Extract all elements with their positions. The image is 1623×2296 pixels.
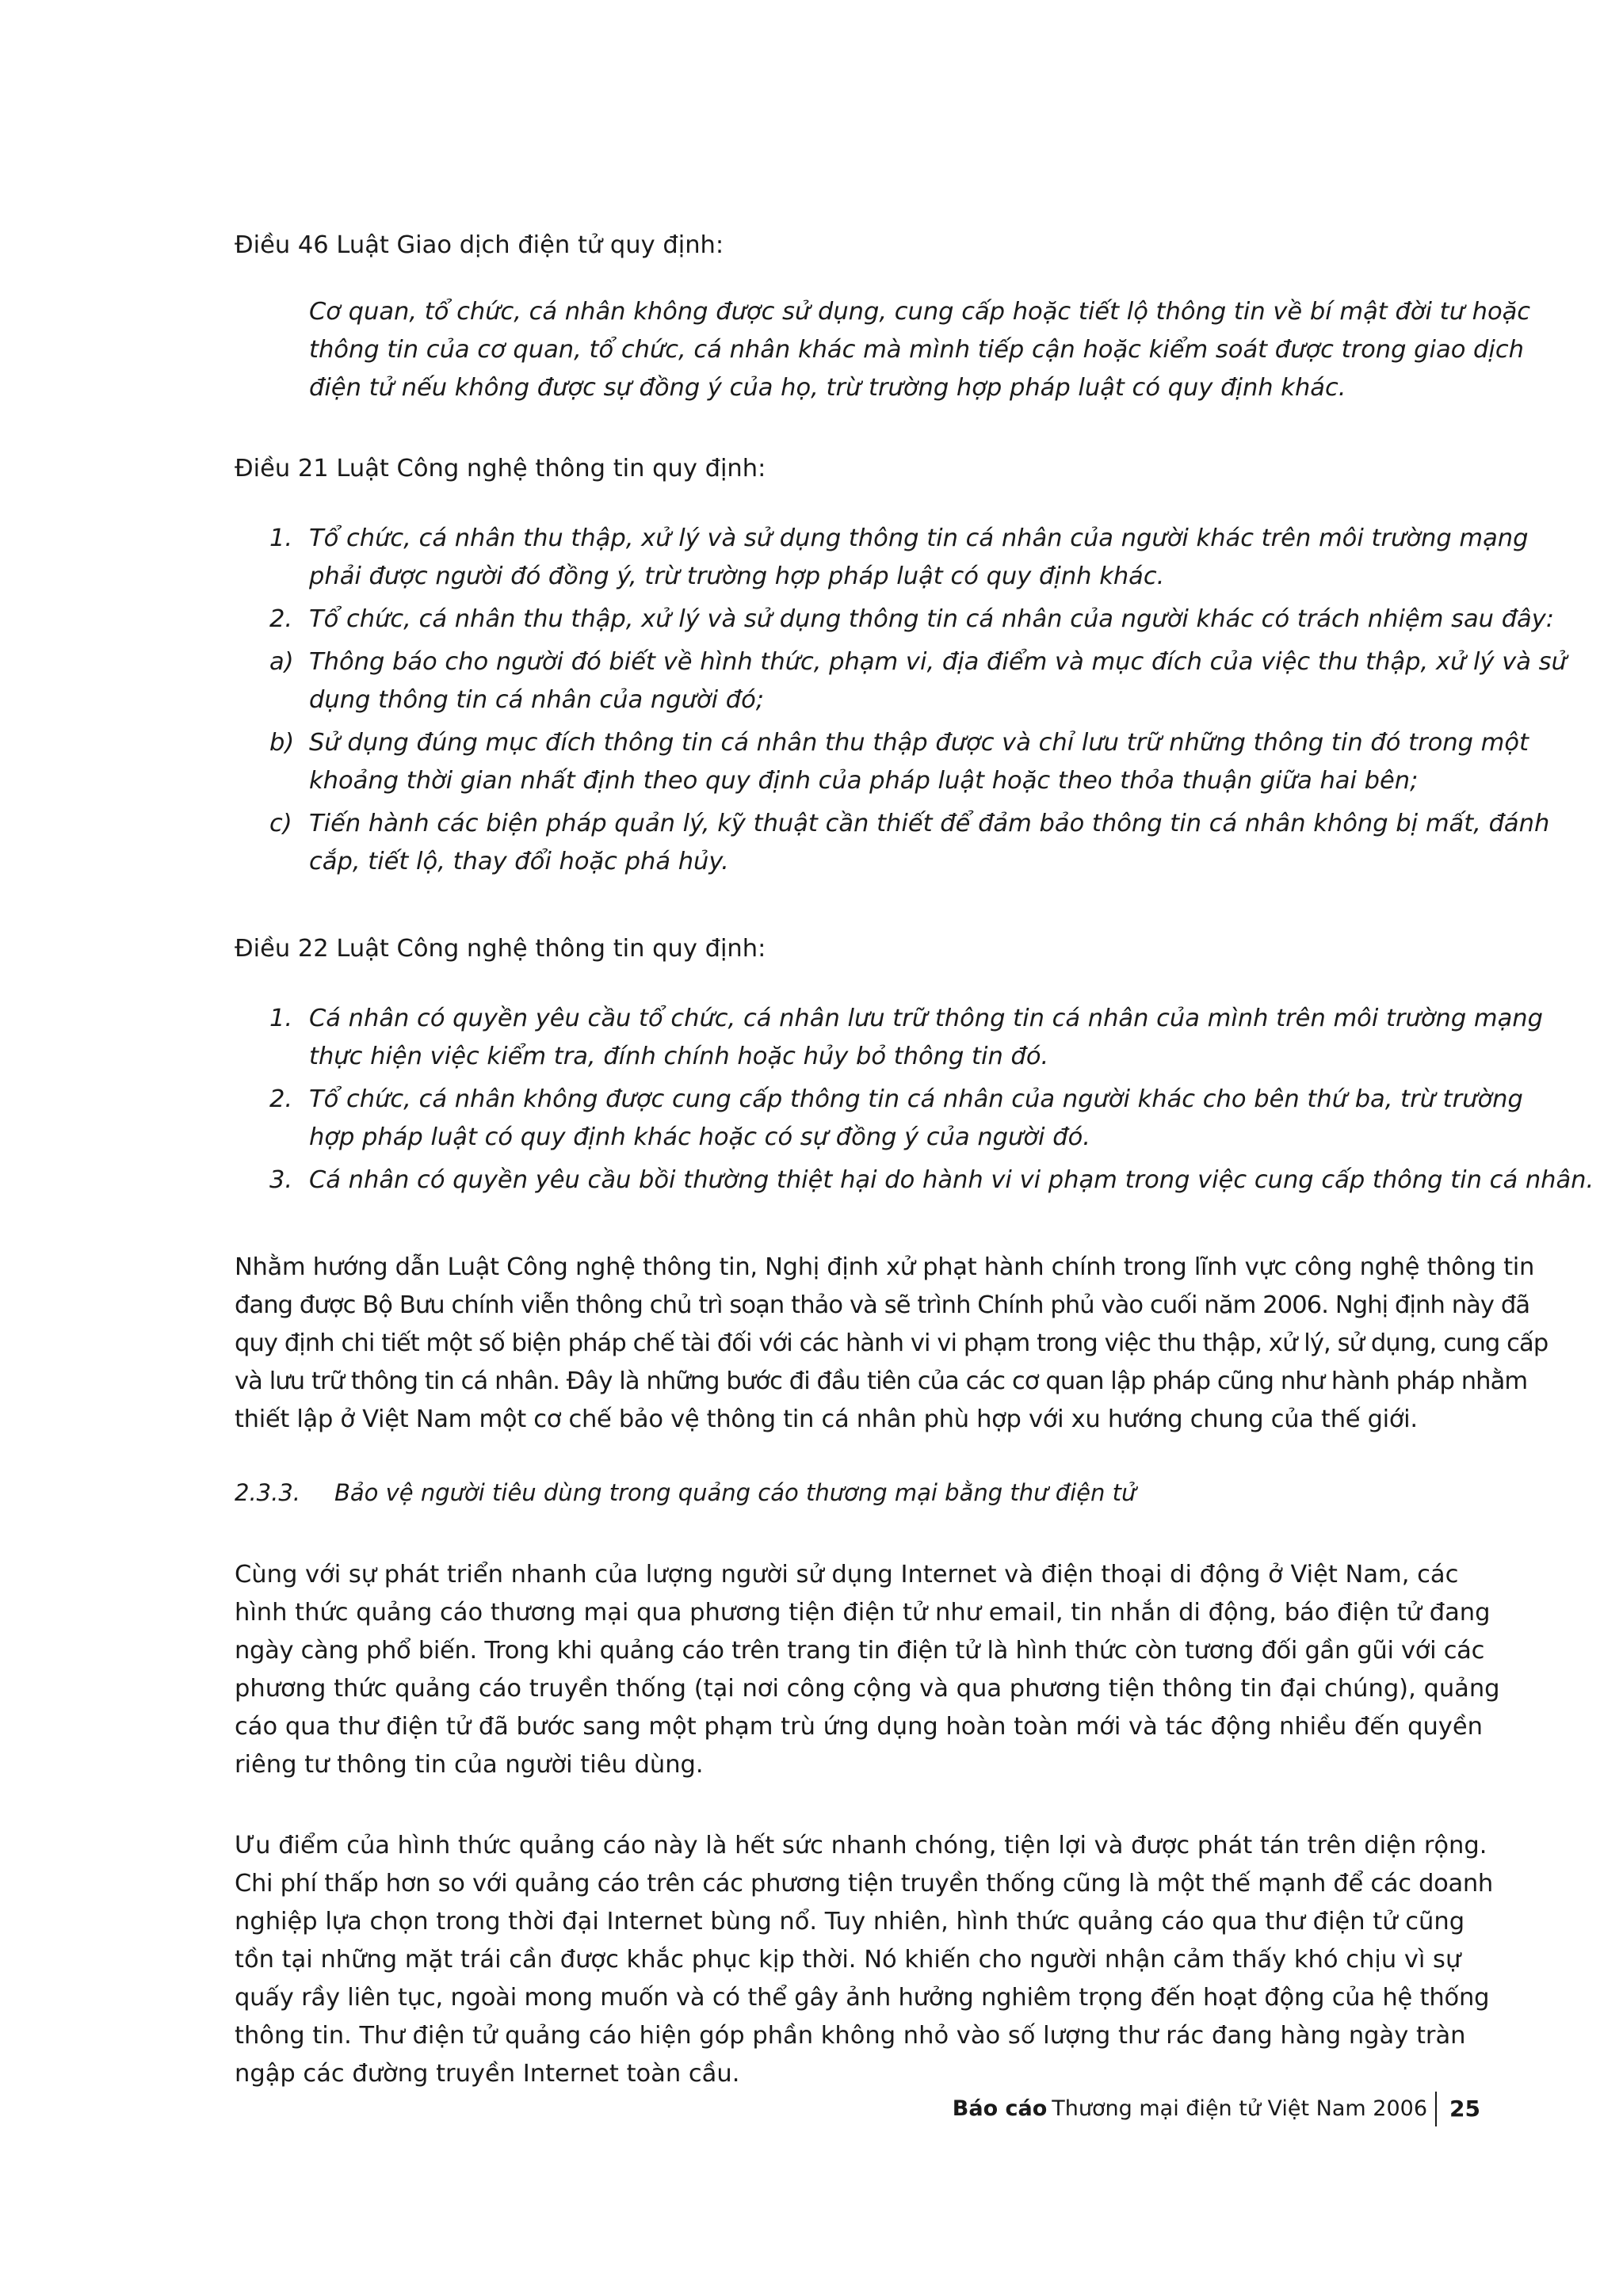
item-line: dụng thông tin cá nhân của người đó; [309, 686, 765, 714]
article-21-title: Điều 21 Luật Công nghệ thông tin quy định: [235, 455, 766, 482]
item-line: phải được người đó đồng ý, trừ trường hợp pháp luật có quy định khác. [309, 563, 1165, 590]
footer-divider [1435, 2092, 1437, 2126]
quote-line: Cơ quan, tổ chức, cá nhân không được sử dụng, cung cấp hoặc tiết lộ thông tin về bí mật đời tư hoặc [309, 298, 1531, 326]
item-marker: 1. [269, 1005, 293, 1032]
paragraph-line: hình thức quảng cáo thương mại qua phương tiện điện tử như email, tin nhắn di động, báo điện tử đang [235, 1599, 1491, 1627]
item-marker: c) [269, 810, 292, 837]
footer-brand: Báo cáo [952, 2096, 1048, 2121]
item-marker: 2. [269, 605, 293, 633]
item-line: Tổ chức, cá nhân không được cung cấp thông tin cá nhân của người khác cho bên thứ ba, trừ trường [309, 1085, 1523, 1113]
section-title: Bảo vệ người tiêu dùng trong quảng cáo thương mại bằng thư điện tử [334, 1479, 1136, 1506]
item-marker: 3. [269, 1166, 293, 1194]
paragraph-line: Chi phí thấp hơn so với quảng cáo trên các phương tiện truyền thống cũng là một thế mạnh để các doanh [235, 1870, 1493, 1897]
paragraph-line: quy định chi tiết một số biện pháp chế tài đối với các hành vi vi phạm trong việc thu thập, xử lý, sử dụng, cung cấp [235, 1329, 1549, 1357]
item-line: Thông báo cho người đó biết về hình thức, phạm vi, địa điểm và mục đích của việc thu thập, xử lý và sử [309, 648, 1567, 676]
paragraph-line: ngày càng phổ biến. Trong khi quảng cáo trên trang tin điện tử là hình thức còn tương đối gần gũi với các [235, 1637, 1485, 1665]
item-marker: 1. [269, 524, 293, 552]
paragraph-line: Cùng với sự phát triển nhanh của lượng người sử dụng Internet và điện thoại di động ở Việt Nam, các [235, 1561, 1459, 1589]
paragraph-line: quấy rầy liên tục, ngoài mong muốn và có thể gây ảnh hưởng nghiêm trọng đến hoạt động của hệ thống [235, 1984, 1490, 2012]
paragraph-line: riêng tư thông tin của người tiêu dùng. [235, 1751, 704, 1779]
footer-report-title: Thương mại điện tử Việt Nam 2006 [1052, 2096, 1428, 2121]
item-line: Sử dụng đúng mục đích thông tin cá nhân thu thập được và chỉ lưu trữ những thông tin đó trong một [309, 729, 1529, 757]
page-number: 25 [1449, 2096, 1480, 2122]
paragraph-line: ngập các đường truyền Internet toàn cầu. [235, 2060, 740, 2088]
item-line: Cá nhân có quyền yêu cầu tổ chức, cá nhân lưu trữ thông tin cá nhân của mình trên môi trường mạng [309, 1005, 1543, 1032]
paragraph-decree [235, 1249, 1549, 1439]
paragraph-line: Ưu điểm của hình thức quảng cáo này là hết sức nhanh chóng, tiện lợi và được phát tán trên diện rộng. [235, 1832, 1487, 1859]
item-line: Tổ chức, cá nhân thu thập, xử lý và sử dụng thông tin cá nhân của người khác có trách nhiệm sau đây: [309, 605, 1555, 633]
paragraph-advantages [235, 1827, 1493, 2093]
quote-line: thông tin của cơ quan, tổ chức, cá nhân khác mà mình tiếp cận hoặc kiểm soát được trong giao dịch [309, 336, 1524, 364]
item-line: Cá nhân có quyền yêu cầu bồi thường thiệt hại do hành vi vi phạm trong việc cung cấp thông tin cá nhân. [309, 1166, 1594, 1194]
paragraph-advertising [235, 1556, 1500, 1784]
item-line: thực hiện việc kiểm tra, đính chính hoặc hủy bỏ thông tin đó. [309, 1043, 1049, 1070]
paragraph-line: phương thức quảng cáo truyền thống (tại nơi công cộng và qua phương tiện thông tin đại chúng), quảng [235, 1675, 1500, 1703]
article-46-quote [309, 293, 1531, 407]
item-line: hợp pháp luật có quy định khác hoặc có sự đồng ý của người đó. [309, 1123, 1090, 1151]
paragraph-line: nghiệp lựa chọn trong thời đại Internet bùng nổ. Tuy nhiên, hình thức quảng cáo qua thư điện tử cũng [235, 1908, 1465, 1936]
article-22-title: Điều 22 Luật Công nghệ thông tin quy định: [235, 935, 766, 963]
paragraph-line: và lưu trữ thông tin cá nhân. Đây là những bước đi đầu tiên của các cơ quan lập pháp cũng như hành pháp nhằm [235, 1367, 1528, 1395]
quote-line: điện tử nếu không được sự đồng ý của họ, trừ trường hợp pháp luật có quy định khác. [309, 374, 1346, 402]
item-marker: 2. [269, 1085, 293, 1113]
paragraph-line: cáo qua thư điện tử đã bước sang một phạm trù ứng dụng hoàn toàn mới và tác động nhiều đến quyền [235, 1713, 1483, 1741]
item-line: Tổ chức, cá nhân thu thập, xử lý và sử dụng thông tin cá nhân của người khác trên môi trường mạng [309, 524, 1529, 552]
section-number: 2.3.3. [235, 1479, 301, 1506]
paragraph-line: Nhằm hướng dẫn Luật Công nghệ thông tin, Nghị định xử phạt hành chính trong lĩnh vực công nghệ thông tin [235, 1253, 1534, 1281]
item-line: khoảng thời gian nhất định theo quy định của pháp luật hoặc theo thỏa thuận giữa hai bên; [309, 767, 1419, 795]
paragraph-line: tồn tại những mặt trái cần được khắc phục kịp thời. Nó khiến cho người nhận cảm thấy khó chịu vì sự [235, 1946, 1461, 1974]
item-marker: b) [269, 729, 295, 757]
paragraph-line: thiết lập ở Việt Nam một cơ chế bảo vệ thông tin cá nhân phù hợp với xu hướng chung của thế giới. [235, 1405, 1418, 1433]
paragraph-line: đang được Bộ Bưu chính viễn thông chủ trì soạn thảo và sẽ trình Chính phủ vào cuối năm 2006. Nghị định này đã [235, 1291, 1530, 1319]
page-footer [953, 2092, 1480, 2126]
item-line: Tiến hành các biện pháp quản lý, kỹ thuật cần thiết để đảm bảo thông tin cá nhân không bị mất, đánh [309, 810, 1550, 837]
paragraph-line: thông tin. Thư điện tử quảng cáo hiện góp phần không nhỏ vào số lượng thư rác đang hàng ngày tràn [235, 2022, 1466, 2050]
article-46-title: Điều 46 Luật Giao dịch điện tử quy định: [235, 231, 724, 259]
item-line: cắp, tiết lộ, thay đổi hoặc phá hủy. [309, 848, 729, 875]
item-marker: a) [269, 648, 294, 676]
